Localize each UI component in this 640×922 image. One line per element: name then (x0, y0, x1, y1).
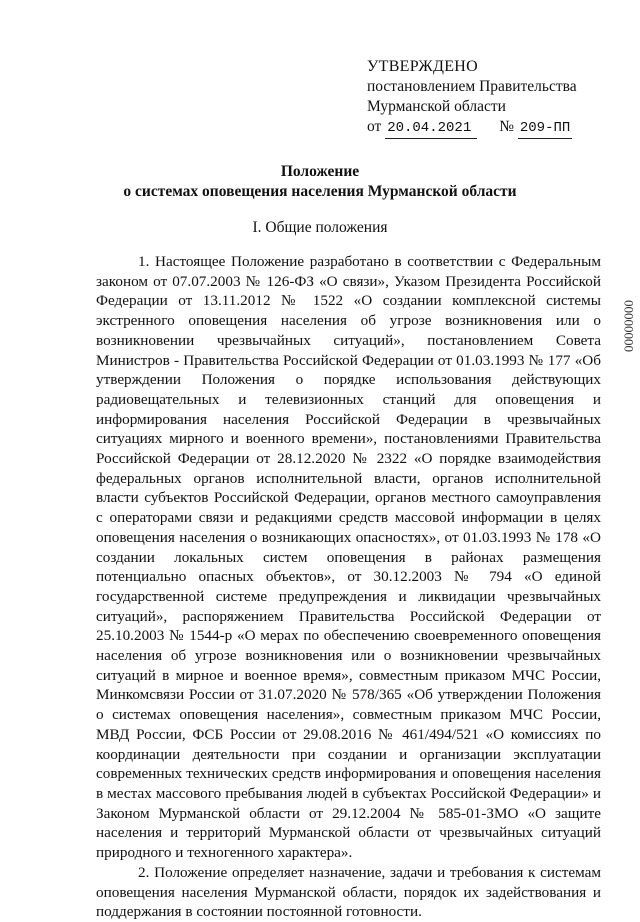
number-prefix: № (499, 118, 514, 135)
approval-line-1: постановлением Правительства (367, 78, 577, 95)
paragraph-1: 1. Настоящее Положение разработано в соответствии с Федеральным законом от 07.07.2003 № 126-ФЗ «О связи», Указом Президента Российской Федерации от 13.11.2012 № 1522 «О создании комплексной системы экстренного оповещения населения об угрозе возникновения или о возникновении чрезвычайных ситуаций», постановлением Совета Министров - Правительства Российской Федерации от 01.03.1993 № 177 «Об утверждении Положения о порядке использования действующих радиовещательных и телевизионных станций для оповещения и информирования населения Российской Федерации в чрезвычайных ситуациях мирного и военного времени», постановлениями Правительства Российской Федерации от 28.12.2020 № 2322 «О порядке взаимодействия федеральных органов исполнительной власти, органов исполнительной власти субъектов Российской Федерации, органов местного самоуправления с операторами связи и редакциями средств массовой информации в целях оповещения населения о возникающих опасностях», от 01.03.1993 № 178 «О создании локальных систем оповещения в районах размещения потенциально опасных объектов», от 30.12.2003 № 794 «О единой государственной системе предупреждения и ликвидации чрезвычайных ситуаций», распоряжением Правительства Российской Федерации от 25.10.2003 № 1544-р «О мерах по обеспечению своевременного оповещения населения об угрозе возникновения или о возникновении чрезвычайных ситуаций в мирное и военное время», совместным приказом МЧС России, Минкомсвязи России от 31.07.2020 № 578/365 «Об утверждении Положения о системах оповещения населения», совместным приказом МЧС России, МВД России, ФСБ России от 29.08.2016 № 461/494/521 «О комиссиях по координации деятельности при создании и организации эксплуатации современных технических средств информирования и оповещения населения в местах массового пребывания людей в субъектах Российской Федерации» и Законом Мурманской области от 29.12.2004 № 585-01-ЗМО «О защите населения и территорий Мурманской области от чрезвычайных ситуаций природного и техногенного характера». (96, 253, 601, 862)
approval-stamp (367, 57, 617, 139)
approval-date-number-line (367, 117, 617, 139)
margin-mark: 00000000 (621, 300, 636, 352)
document-subtitle: о системах оповещения населения Мурманской области (123, 183, 517, 200)
date-prefix: от (367, 118, 382, 135)
document-body (96, 252, 601, 922)
approval-line-2: Мурманской области (367, 98, 506, 115)
section-heading: I. Общие положения (252, 219, 388, 236)
approval-date: 20.04.2021 (385, 118, 477, 139)
approval-heading: УТВЕРЖДЕНО (367, 58, 479, 75)
approval-number: 209-ПП (518, 118, 572, 139)
paragraph-2: 2. Положение определяет назначение, задачи и требования к системам оповещения населения Мурманской области, порядок их задействования и поддержания в состоянии постоянной готовности. (96, 863, 601, 921)
document-title: Положение (280, 163, 360, 180)
